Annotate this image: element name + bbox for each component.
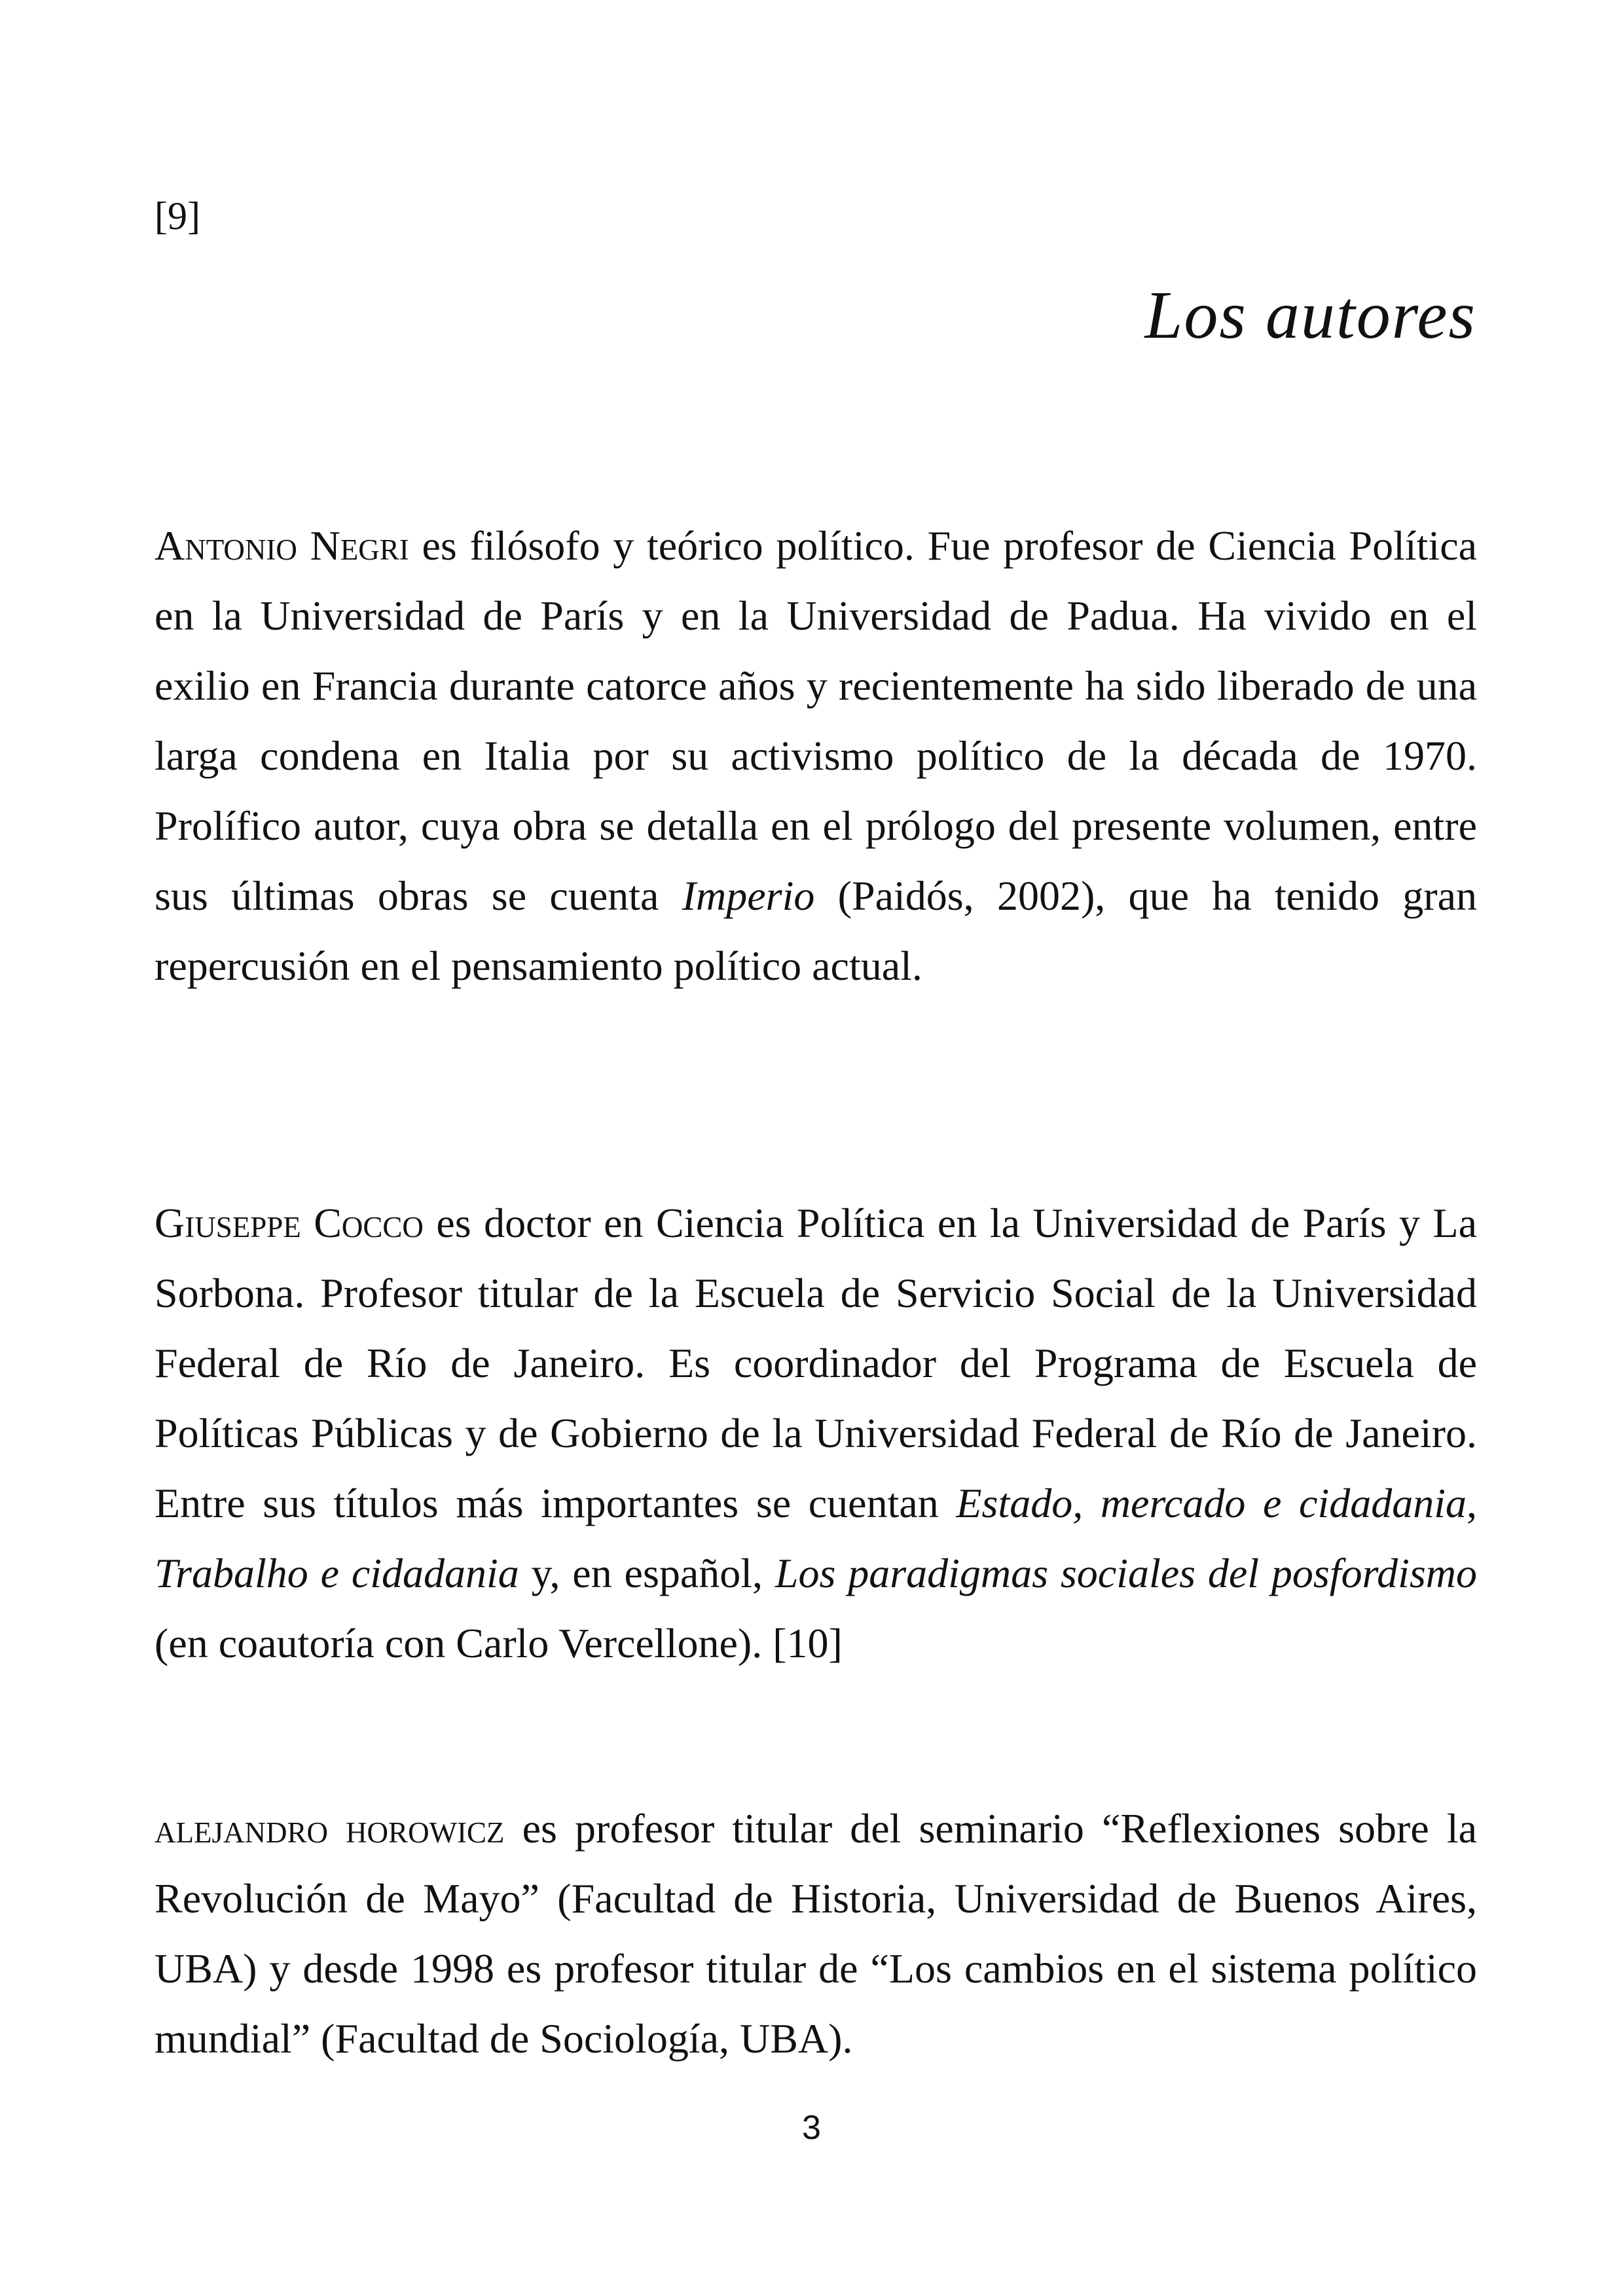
author-name: Antonio Negri — [155, 522, 409, 569]
author-name: alejandro horowicz — [155, 1805, 505, 1852]
book-title: Estado, mercado e cidadania — [956, 1480, 1467, 1526]
bio-text-end: (en coautoría con Carlo Vercellone). — [155, 1620, 763, 1666]
book-title: Imperio — [682, 872, 815, 919]
bio-text: es profesor titular del seminario “Reflexiones sobre la Revolución de Mayo” (Facultad de Historia, Universidad de Buenos Aires, UBA) y desde 1998 es profesor titular de “Los cambios en el sistema político mundial” (Facultad de Sociología, UBA). — [155, 1805, 1478, 2062]
author-bio-cocco — [155, 1188, 1477, 1678]
author-name: Giuseppe Cocco — [155, 1200, 424, 1246]
bio-text: es filósofo y teórico político. Fue profesor de Ciencia Política en la Universidad de París y en la Universidad de Padua. Ha vivido en el exilio en Francia durante catorce años y recientemente ha sido liberado de una larga condena en Italia por su activismo político de la década de 1970. Prolífico autor, cuya obra se detalla en el prólogo del presente volumen, entre sus últimas obras se cuenta — [155, 522, 1478, 919]
bio-text: es doctor en Ciencia Política en la Universidad de París y La Sorbona. Profesor titular de la Escuela de Servicio Social de la Universidad Federal de Río de Janeiro. Es coordinador del Programa de Escuela de Políticas Públicas y de Gobierno de la Universidad Federal de Río de Janeiro. Entre sus títulos más importantes se cuentan — [155, 1200, 1477, 1526]
page-marker: [9] — [155, 194, 200, 238]
bio-text-end: (Paidós, 2002), que ha tenido gran repercusión en el pensamiento político actual. — [155, 872, 1478, 989]
author-bio-horowicz — [155, 1793, 1477, 2073]
bio-separator: , — [1467, 1480, 1478, 1526]
book-title: Trabalho e cidadania — [155, 1550, 519, 1596]
book-title: Los paradigmas sociales del posfordismo — [775, 1550, 1478, 1596]
bio-separator: y, en español, — [519, 1550, 775, 1596]
inline-page-marker: [10] — [762, 1620, 843, 1666]
page-number: 3 — [802, 2109, 821, 2147]
page-title: Los autores — [1144, 278, 1476, 353]
author-bio-negri — [155, 511, 1477, 1001]
